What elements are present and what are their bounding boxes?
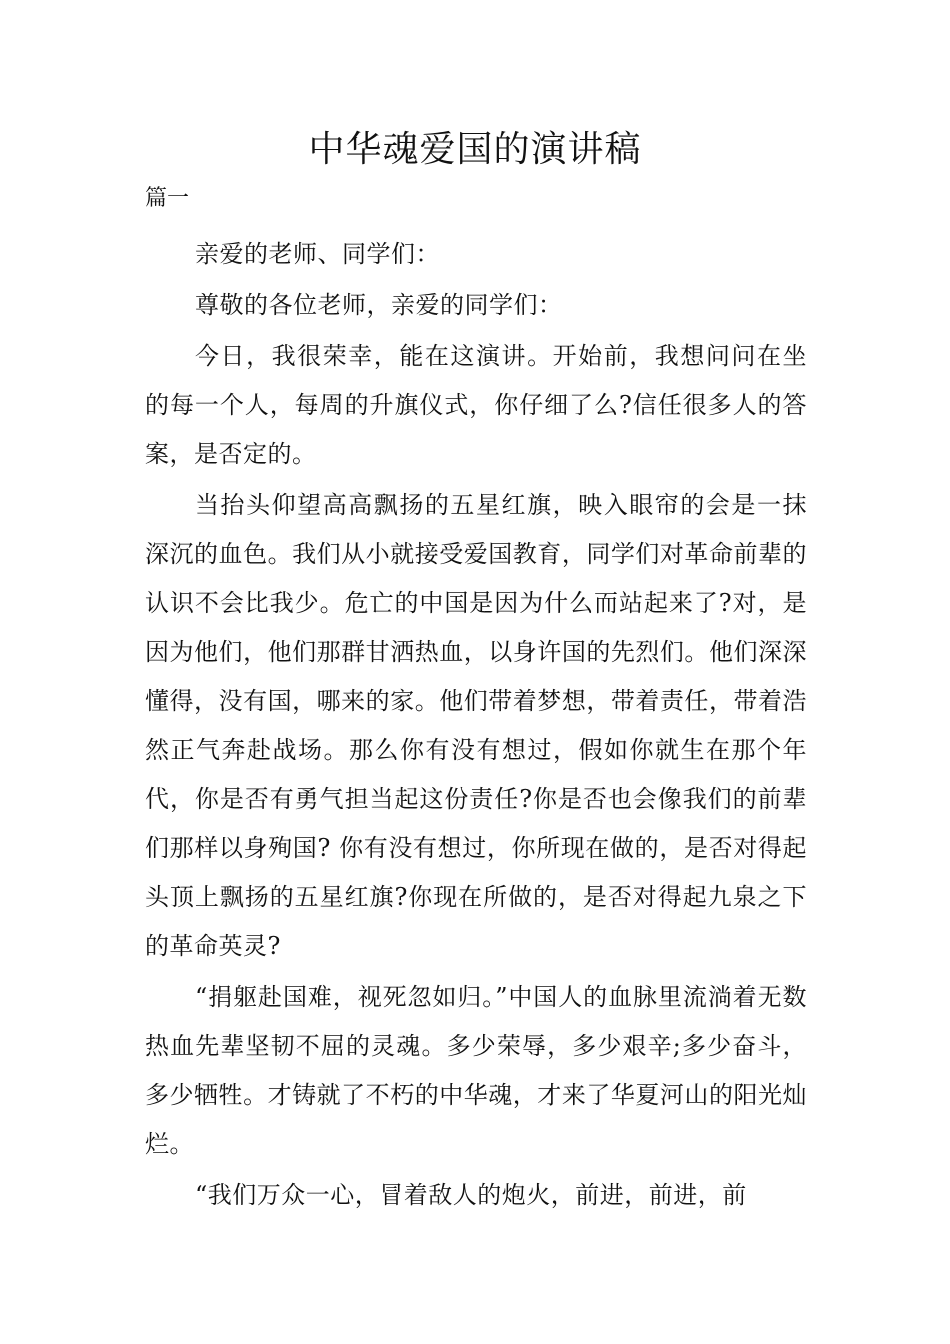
paragraph: 当抬头仰望高高飘扬的五星红旗，映入眼帘的会是一抹深沉的血色。我们从小就接受爱国教育，同学们对革命前辈的认识不会比我少。危亡的中国是因为什么而站起来了?对，是因为他们，他们那群甘洒热血，以身许国的先烈们。他们深深懂得，没有国，哪来的家。他们带着梦想，带着责任，带着浩然正气奔赴战场。那么你有没有想过，假如你就生在那个年代，你是否有勇气担当起这份责任?你是否也会像我们的前辈们那样以身殉国? 你有没有想过，你所现在做的，是否对得起头顶上飘扬的五星红旗?你现在所做的，是否对得起九泉之下的革命英灵?: [145, 491, 807, 960]
document-title: 中华魂爱国的演讲稿: [308, 129, 642, 170]
document-body: [145, 230, 807, 1222]
paragraph: 尊敬的各位老师，亲爱的同学们：: [195, 291, 563, 319]
paragraph: 亲爱的老师、同学们：: [195, 240, 440, 268]
paragraph: “捐躯赴国难，视死忽如归。”中国人的血脉里流淌着无数热血先辈坚韧不屈的灵魂。多少荣辱，多少艰辛;多少奋斗，多少牺牲。才铸就了不朽的中华魂，才来了华夏河山的阳光灿烂。: [145, 983, 807, 1158]
section-label: 篇一: [145, 186, 190, 211]
paragraph: 今日，我很荣幸，能在这演讲。开始前，我想问问在坐的每一个人，每周的升旗仪式，你仔细了么?信任很多人的答案，是否定的。: [145, 342, 807, 468]
paragraph: “我们万众一心，冒着敌人的炮火，前进，前进，前: [195, 1181, 747, 1209]
